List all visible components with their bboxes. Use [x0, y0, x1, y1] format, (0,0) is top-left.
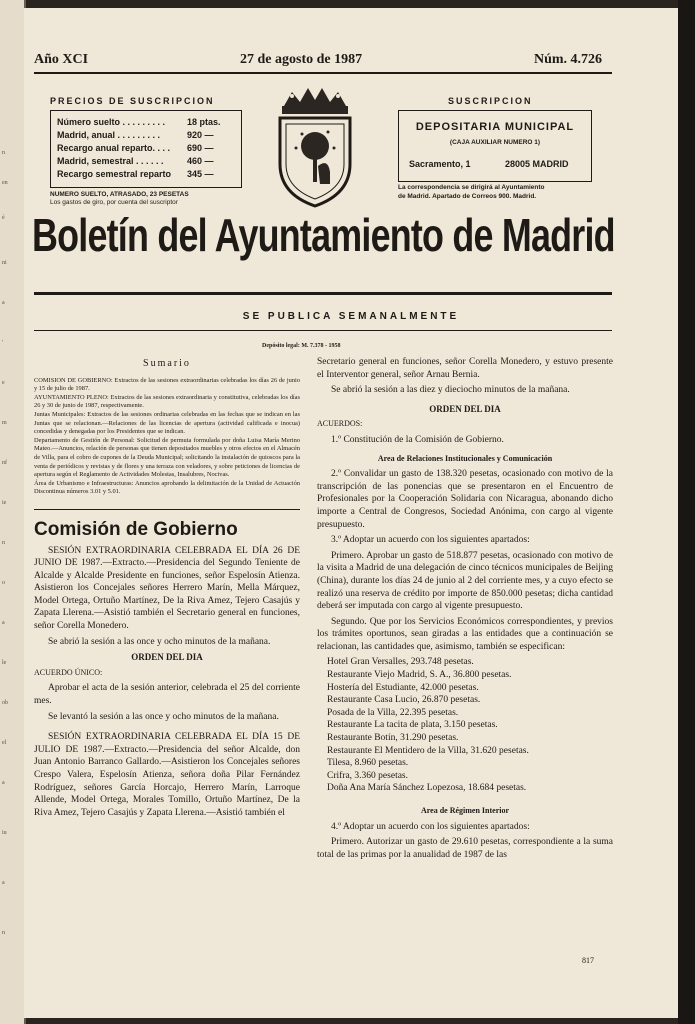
legal-deposit: Depósito legal: M. 7.378 - 1958	[262, 343, 341, 349]
margin-mark: ie	[2, 500, 7, 506]
newspaper-title: Boletín del Ayuntamiento de Madrid	[32, 209, 615, 261]
margin-mark: n	[2, 540, 5, 546]
agenda-item: 3.º Adoptar un acuerdo con los siguientes apartados:	[331, 535, 530, 546]
agreement-clause: Primero. Autorizar un gasto de 29.610 pesetas, correspondiente a la suma total de las primas por la anualidad de 1987 de las	[317, 837, 613, 860]
margin-mark: o	[2, 580, 5, 586]
subscription-note: La correspondencia se dirigirá al Ayuntamiento	[398, 184, 545, 191]
payee-item: Restaurante Viejo Madrid, S. A., 36.800 pesetas.	[327, 670, 512, 681]
payee-item: Doña Ana María Sánchez Lopezosa, 18.684 pesetas.	[327, 783, 527, 794]
payee-item: Crifra, 3.360 pesetas.	[327, 770, 408, 781]
summary-list	[34, 377, 300, 497]
payee-item: Restaurante El Mentidero de la Villa, 31.620 pesetas.	[327, 745, 529, 756]
margin-mark: ob	[2, 700, 8, 706]
summary-heading: Sumario	[143, 358, 191, 369]
prices-note: NUMERO SUELTO, ATRASADO, 23 PESETAS	[50, 191, 189, 198]
agenda-item: 1.º Constitución de la Comisión de Gobierno.	[331, 434, 504, 445]
facing-page-edge	[0, 0, 26, 1024]
price-row	[57, 117, 237, 129]
year-label: Año XCI	[34, 52, 89, 67]
margin-mark: a	[2, 880, 5, 886]
issue-number: Núm. 4.726	[534, 52, 603, 67]
session-extract: SESIÓN EXTRAORDINARIA CELEBRADA EL DÍA 15 DE JULIO DE 1987.—Extracto.—Presidencia del señor Alcalde, don Juan Antonio Barranco Gallardo.—Asistieron los Concejales señores Crespo Valera, Espelosín Atienza, señora doña Pilar Fernández Rodríguez, señores García Horcajo, Herrero Marín, Larroque Allende, Model Ortega, Morales Tomillo, Ortuño Martínez, De la Riva Amez, Tejero Casajús y Zapata Llerena.—Asistió también el	[34, 732, 300, 818]
summary-item: Departamento de Gestión de Personal: Solicitud de permuta formulada por doña Luisa María Merino Mateo.—Anuncios, relación de personas que tienen depositados muebles y otros efectos en el Almacén de Villa, para el cobro de cupones de la Deuda Municipal; solicitando la instalación de quioscos para la venta de periódicos y revistas y de flores y una terraza con veladores, y sobre peticiones de licencias de apertura según el Reglamento de Actividades Molestas, Insalubres, Nocivas.	[34, 436, 300, 479]
subscription-box	[398, 110, 592, 182]
agreement-text: Aprobar el acta de la sesión anterior, celebrada el 25 del corriente mes.	[34, 683, 300, 707]
page-edge-shadow	[678, 0, 695, 1024]
agreement-clause: Segundo. Que por los Servicios Económicos correspondientes, y previos los trámites oportunos, sean giradas a las entidades que a continuación se relacionan, las cantidades que, asimismo, también se especifican:	[317, 616, 613, 652]
subscription-note: de Madrid. Apartado de Correos 900. Madrid.	[398, 193, 537, 200]
price-label: Recargo anual reparto. . . .	[57, 143, 171, 153]
price-row	[57, 143, 237, 155]
session-extract: SESIÓN EXTRAORDINARIA CELEBRADA EL DÍA 26 DE JUNIO DE 1987.—Extracto.—Presidencia del Segundo Teniente de Alcalde y Alcalde Presidente en funciones, señor Espelosín Atienza. Asistieron los Concejales señores Herrero Marín, Mella Márquez, Model Ortega, Ortuño Martínez, De la Riva Amez, Tejero Casajús y Zapata Llerena.—Asistió también el Secretario general en funciones, señor Corella Monedero.	[34, 545, 300, 632]
payee-item: Tilesa, 8.960 pesetas.	[327, 758, 409, 769]
subscription-office: DEPOSITARIA MUNICIPAL	[415, 121, 575, 133]
section-heading: Comisión de Gobierno	[34, 518, 238, 540]
margin-mark: é	[2, 215, 5, 221]
left-column	[34, 358, 300, 822]
margin-mark: a	[2, 620, 5, 626]
subscription-office-sub: (CAJA AUXILIAR NUMERO 1)	[449, 139, 541, 146]
summary-item: Juntas Municipales: Extractos de las sesiones ordinarias celebradas en las fechas que se indican en las Juntas que se relacionan.—Relaciones de las licencias de apertura (actividad calificada e inocua) concedidas y denegadas por los Presidentes que se indican.	[34, 410, 300, 436]
madrid-coat-of-arms-icon	[272, 86, 358, 210]
subscription-city: 28005 MADRID	[505, 159, 569, 169]
agenda-heading: ORDEN DEL DIA	[131, 652, 203, 663]
agenda-heading: ORDEN DEL DIA	[429, 403, 501, 414]
prices-note: Los gastos de giro, por cuenta del suscriptor	[50, 199, 178, 206]
margin-mark: a	[2, 300, 5, 306]
margin-mark: nf	[2, 460, 7, 466]
title-rule	[34, 292, 612, 295]
subscription-heading: SUSCRIPCION	[448, 96, 533, 106]
payee-list	[317, 656, 613, 795]
payee-item: Restaurante Casa Lucio, 26.870 pesetas.	[327, 695, 481, 706]
agreements-label: ACUERDOS:	[317, 419, 363, 429]
agenda-item: 4.º Adoptar un acuerdo con los siguientes apartados:	[331, 821, 530, 832]
payee-item: Restaurante La tacita de plata, 3.150 pesetas.	[327, 720, 498, 731]
area-heading: Area de Relaciones Institucionales y Comunicación	[377, 453, 553, 463]
subscription-address: Sacramento, 1	[409, 159, 471, 169]
issue-date: 27 de agosto de 1987	[240, 52, 363, 67]
newspaper-page	[24, 8, 678, 1018]
section-rule	[34, 509, 300, 510]
payee-item: Hostería del Estudiante, 42.000 pesetas.	[327, 682, 479, 693]
price-label: Madrid, anual . . . . . . . . .	[57, 130, 161, 140]
payee-item: Posada de la Villa, 22.395 pesetas.	[327, 707, 459, 718]
price-label: Madrid, semestral . . . . . .	[57, 156, 164, 166]
margin-mark: ni	[2, 260, 7, 266]
price-row	[57, 169, 237, 181]
price-row	[57, 156, 237, 168]
agreement-clause: Primero. Aprobar un gasto de 518.877 pesetas, ocasionado con motivo de la visita a Madrid de una delegación de cinco técnicos municipales de Beijing (China), durante los días 24 de junio al 2 del corriente mes, y a cuyo efecto se realizó una reserva de crédito por importe de 850.000 pesetas; dicha cantidad deberá ser imputada con cargo al vigente presupuesto.	[317, 550, 613, 612]
margin-mark: n	[2, 150, 5, 156]
right-column	[317, 356, 613, 864]
session-opening: Se abrió la sesión a las diez y dieciocho minutos de la mañana.	[331, 385, 570, 396]
prices-box	[50, 110, 242, 188]
payee-item: Hotel Gran Versalles, 293.748 pesetas.	[327, 657, 474, 668]
price-label: Recargo semestral reparto	[57, 169, 172, 179]
agreement-label: ACUERDO ÚNICO:	[34, 667, 103, 677]
frequency-rule	[34, 330, 612, 331]
margin-mark: en	[2, 180, 8, 186]
session-attendance: Secretario general en funciones, señor Corella Monedero, y estuvo presente el Interventor general, señor Arnau Bernia.	[317, 357, 613, 380]
area-heading: Area de Régimen Interior	[420, 806, 510, 815]
session-opening: Se abrió la sesión a las once y ocho minutos de la mañana.	[48, 636, 271, 647]
prices-heading: PRECIOS DE SUSCRIPCION	[50, 96, 215, 106]
margin-mark: '	[2, 340, 4, 346]
top-rule	[34, 72, 612, 74]
margin-mark: el	[2, 740, 7, 746]
margin-mark: le	[2, 660, 7, 666]
publication-frequency: SE PUBLICA SEMANALMENTE	[242, 311, 460, 322]
session-closing: Se levantó la sesión a las once y ocho minutos de la mañana.	[48, 711, 279, 722]
summary-item: AYUNTAMIENTO PLENO: Extractos de las sesiones extraordinaria y constitutiva, celebradas los días 26 y 30 de junio de 1987, respectivamente.	[34, 393, 300, 410]
margin-mark: e	[2, 380, 5, 386]
price-value: 460 —	[187, 156, 214, 166]
price-value: 345 —	[187, 169, 214, 179]
margin-mark: a	[2, 780, 5, 786]
price-value: 690 —	[187, 143, 214, 153]
margin-mark: m	[2, 420, 7, 426]
page-number: 817	[582, 956, 594, 965]
margin-mark: n	[2, 930, 5, 936]
summary-item: COMISION DE GOBIERNO: Extractos de las sesiones extraordinarias celebradas los días 26 de junio y 15 de julio de 1987.	[34, 376, 300, 393]
price-row	[57, 130, 237, 142]
summary-item: Área de Urbanismo e Infraestructuras: Anuncios aprobando la delimitación de la Unidad de Actuación Discontinua números 3.01 y 5.01.	[34, 479, 300, 496]
agenda-item: 2.º Convalidar un gasto de 138.320 pesetas, ocasionado con motivo de la transcripción de las ponencias que se presentaron en el Encuentro de Profesionales por la Cooperación Solidaria con Nicaragua, abonando dicho importe a Central de Congresos, Sociedad Anónima, con cargo al vigente presupuesto.	[317, 469, 613, 530]
margin-mark: iu	[2, 830, 7, 836]
price-value: 18 ptas.	[187, 117, 221, 127]
payee-item: Restaurante Botín, 31.290 pesetas.	[327, 733, 459, 744]
price-value: 920 —	[187, 130, 214, 140]
price-label: Número suelto . . . . . . . . .	[57, 117, 166, 127]
